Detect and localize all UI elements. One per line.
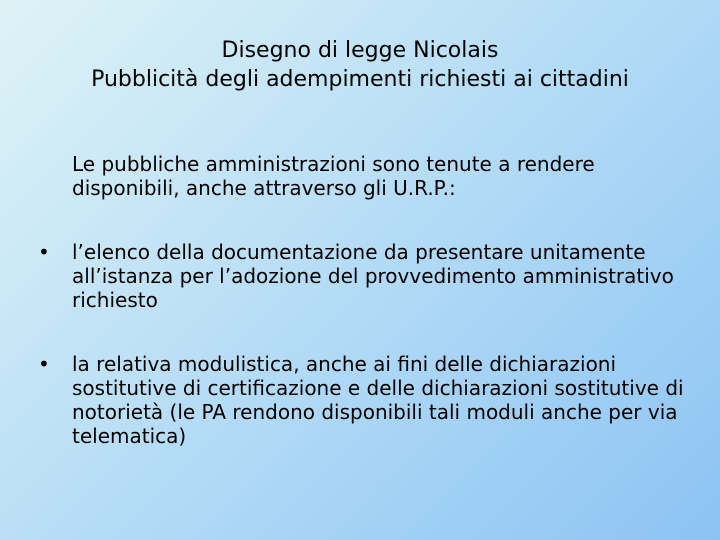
bullet-item	[38, 240, 688, 312]
title-line-1: Disegno di legge Nicolais	[221, 38, 499, 63]
bullet-item	[38, 352, 688, 448]
bullet-text: la relativa modulistica, anche ai fini delle dichiarazioni sostitutive di certificazione e delle dichiarazioni sostitutive di notorietà (le PA rendono disponibili tali moduli anche per via telematica)	[72, 352, 684, 448]
bullet-marker: •	[38, 240, 50, 264]
slide-title	[0, 36, 720, 94]
bullet-text: l’elenco della documentazione da presentare unitamente all’istanza per l’adozione del provvedimento amministrativo richiesto	[72, 240, 674, 312]
title-line-2: Pubblicità degli adempimenti richiesti ai cittadini	[91, 67, 629, 92]
intro-text: Le pubbliche amministrazioni sono tenute a rendere disponibili, anche attraverso gli U.R.P.:	[72, 152, 595, 200]
bullet-marker: •	[38, 352, 50, 376]
